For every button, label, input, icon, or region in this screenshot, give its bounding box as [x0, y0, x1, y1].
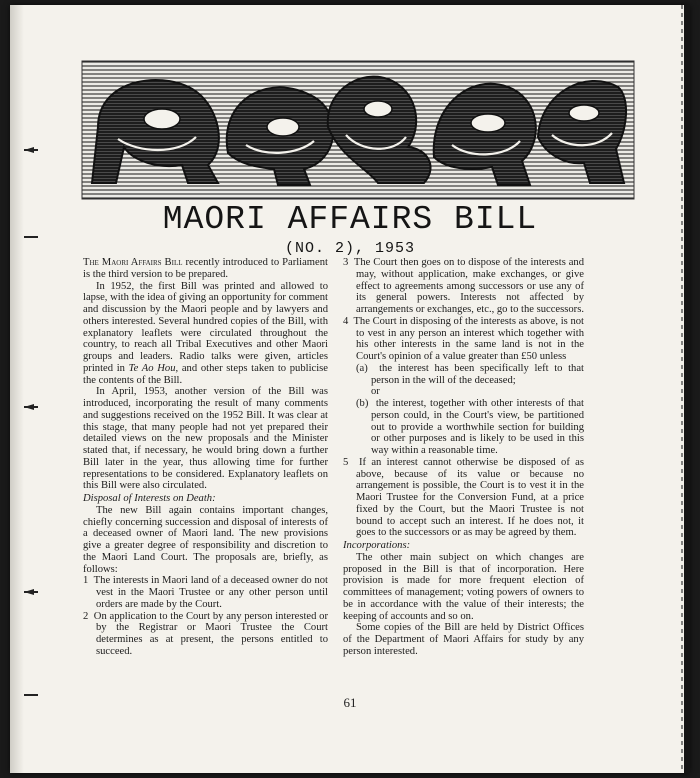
binding-mark-icon — [24, 140, 38, 160]
paragraph: Some copies of the Bill are held by District Offices of the Department of Maori Affairs for study by any person interested. — [343, 622, 584, 657]
list-item — [343, 316, 584, 363]
lead-paragraph — [83, 257, 328, 281]
binding-mark-icon — [24, 582, 38, 602]
section-heading: Disposal of Interests on Death: — [83, 493, 216, 504]
page-number: 61 — [343, 695, 357, 710]
page-subtitle: (NO. 2), 1953 — [284, 240, 416, 257]
paragraph: The new Bill again contains important changes, chiefly concerning succession and disposal of interests of a deceased owner of Maori land. The new provisions give a greater degree of responsibility and discretion to the Maori Land Court. The proposals are, briefly, as follows: — [83, 504, 328, 575]
paragraph: The other main subject on which changes are proposed in the Bill is that of incorporation. Here provision is made for more frequent election of committees of management; voting powers of owners to be in accordance with the value of their interests; the keeping of accounts and so on. — [343, 551, 584, 622]
list-item — [343, 457, 584, 539]
list-number: 4 — [343, 315, 349, 327]
list-item-text: The Court in disposing of the interests as above, is not to vest in any person an interest which together with his other interests in the same land is not in the Court's opinion of a value greater than £50 unless — [353, 315, 584, 362]
section-heading: Incorporations: — [343, 540, 411, 551]
list-item-text: On application to the Court by any person interested or by the Registrar or Maori Trustee the Court determines as at present, the persons entitled to succeed. — [93, 610, 328, 657]
sub-item — [343, 363, 584, 387]
page-title: MAORI AFFAIRS BILL — [162, 201, 538, 238]
sub-item-label: (b) — [356, 398, 369, 409]
paragraph — [83, 281, 328, 387]
magazine-page — [10, 5, 690, 773]
sub-item-text: the interest, together with other interests of that person could, in the Court's view, be partitioned out to provide a worthwhile section for building or other purposes and is likely to be used in this way within a reasonable time. — [371, 398, 584, 456]
lead-smallcaps: The Maori Affairs Bill — [83, 257, 183, 268]
sub-item-label: (a) — [356, 362, 368, 374]
gutter-shadow — [10, 5, 24, 773]
lead-text: recently introduced to Parliament is the third version to be prepared. — [83, 257, 328, 280]
sub-item-text: the interest has been specifically left to that person in the will of the deceased; — [371, 362, 585, 386]
list-item-text: The Court then goes on to dispose of the interests and may, without application, make exchanges, or give effect to agreements among successors or use any of its general powers. Interests not affected by arrangements or exchanges, etc., go to the successors. — [353, 257, 584, 315]
paragraph: In April, 1953, another version of the Bill was introduced, incorporating the result of many comments and suggestions received on the 1952 Bill. It was clear at this stage, that many people had not yet prepared their detailed views on the new proposals and the Minister stated that, if necessary, he would bring down a further Bill later in the year, thus allowing time for further representations to be considered. Explanatory leaflets on this Bill were also circulated. — [83, 386, 328, 492]
list-item-text: The interests in Maori land of a deceased owner do not vest in the Maori Trustee or any other person until orders are made by the Court. — [93, 575, 328, 610]
left-column — [83, 257, 328, 658]
paragraph-text: and other steps taken to publicise the contents of the Bill. — [83, 362, 328, 386]
sub-item — [343, 398, 584, 457]
list-item — [83, 575, 328, 610]
list-number: 2 — [83, 610, 89, 622]
list-number: 3 — [343, 257, 349, 268]
maori-carving-banner-icon — [78, 57, 638, 203]
right-column — [343, 257, 584, 658]
list-item — [343, 257, 584, 316]
list-item — [83, 611, 328, 658]
paragraph-text: In 1952, the first Bill was printed and allowed to lapse, with the idea of giving an opportunity for comment and discussion by the Maori people and by lawyers and others interested. Several hundred copies of the Bill, with explanatory leaflets were circulated throughout the country, to reach all Tribal Executives and other Maori groups and leaders. Radio talks were given, articles printed in — [83, 280, 328, 374]
list-item-text: If an interest cannot otherwise be disposed of as above, because of its value or because no arrangement is possible, the Court is to vest it in the Maori Trustee for the Conversion Fund, at a price fixed by the Court, but the Maori Trustee is not bound to accept such an interest. If he does not, it goes to the successors or as may be agreed by them. — [356, 456, 585, 539]
binding-mark-icon — [24, 397, 38, 417]
or-text: or — [371, 386, 380, 398]
publication-name: Te Ao Hou, — [128, 362, 179, 374]
page-right-edge — [684, 5, 690, 773]
list-number: 5 — [343, 456, 349, 468]
list-number: 1 — [83, 575, 89, 587]
